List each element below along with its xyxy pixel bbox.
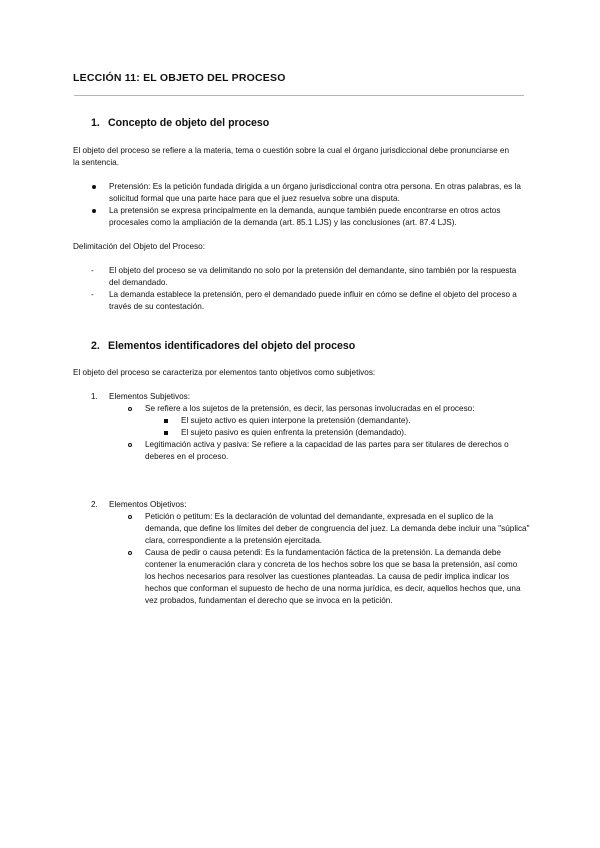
square-bullet (164, 419, 168, 423)
bullet-dot (92, 209, 96, 213)
circle-bullet (128, 515, 132, 519)
dash-item-demanda: La demanda establece la pretensión, pero el demandado puede influir en cómo se define el objeto del proceso a través de su contestación. (109, 290, 517, 311)
circle-bullet (128, 443, 132, 447)
dash-marker: - (91, 290, 94, 299)
section-2-number: 2. (91, 340, 100, 352)
objective-number: 2. (91, 500, 98, 509)
section-2-intro: El objeto del proceso se caracteriza por elementos tanto objetivos como subjetivos: (73, 368, 376, 377)
subjective-sub-pasivo: El sujeto pasivo es quien enfrenta la pretensión (demandado). (181, 428, 407, 437)
square-bullet (164, 431, 168, 435)
section-1-number: 1. (91, 117, 100, 129)
bullet-pretension-expresion: La pretensión se expresa principalmente en la demanda, aunque también puede encontrarse en otros actos procesales como la ampliación de la demanda (art. 85.1 LJS) y las conclusiones (art. 87.4 LJS). (109, 206, 501, 227)
section-1-title: Concepto de objeto del proceso (108, 117, 270, 129)
objective-item-petitum: Petición o petitum: Es la declaración de voluntad del demandante, expresada en el suplico de la demanda, que define los límites del deber de congruencia del juez. La demanda debe incluir una "súplica" clara, correspondiente a la pretensión ejercitada. (145, 512, 530, 545)
subjective-item-sujetos: Se refiere a los sujetos de la pretensión, es decir, las personas involucradas en el proceso: (145, 404, 475, 413)
dash-marker: - (91, 266, 94, 275)
title-divider (74, 95, 524, 96)
objective-label: Elementos Objetivos: (109, 500, 187, 509)
section-1-intro: El objeto del proceso se refiere a la materia, tema o cuestión sobre la cual el órgano jurisdiccional debe pronunciarse en la sentencia. (73, 146, 510, 167)
objective-item-causa-petendi: Causa de pedir o causa petendi: Es la fundamentación fáctica de la pretensión. La demanda debe contener la enumeración clara y concreta de los hechos sobre los que se basa la pretensión, así como los hechos necesarios para resolver las cuestiones planteadas. La causa de pedir implica indicar los hechos que conforman el supuesto de hecho de una norma jurídica, es decir, aquellos hechos que, una vez probados, fundamentan el derecho que se invoca en la petición. (145, 548, 521, 605)
subjective-number: 1. (91, 392, 98, 401)
page-title: LECCIÓN 11: EL OBJETO DEL PROCESO (73, 72, 286, 84)
subjective-label: Elementos Subjetivos: (109, 392, 191, 401)
section-1-heading (91, 117, 269, 129)
bullet-pretension: Pretensión: Es la petición fundada dirigida a un órgano jurisdiccional contra otra persona. En otras palabras, es la solicitud formal que una parte hace para que el juez resuelva sobre una disputa. (109, 182, 521, 203)
circle-bullet (128, 551, 132, 555)
subjective-sub-activo: El sujeto activo es quien interpone la pretensión (demandante). (181, 416, 411, 425)
bullet-dot (92, 185, 96, 189)
circle-bullet (128, 407, 132, 411)
section-2-heading (91, 340, 355, 352)
section-2-title: Elementos identificadores del objeto del proceso (108, 340, 356, 352)
subjective-item-legitimacion: Legitimación activa y pasiva: Se refiere a la capacidad de las partes para ser titulares de derechos o deberes en el proceso. (145, 440, 509, 461)
delimitation-label: Delimitación del Objeto del Proceso: (73, 242, 205, 251)
dash-item-delimitacion: El objeto del proceso se va delimitando no solo por la pretensión del demandante, sino también por la respuesta del demandado. (109, 266, 517, 287)
